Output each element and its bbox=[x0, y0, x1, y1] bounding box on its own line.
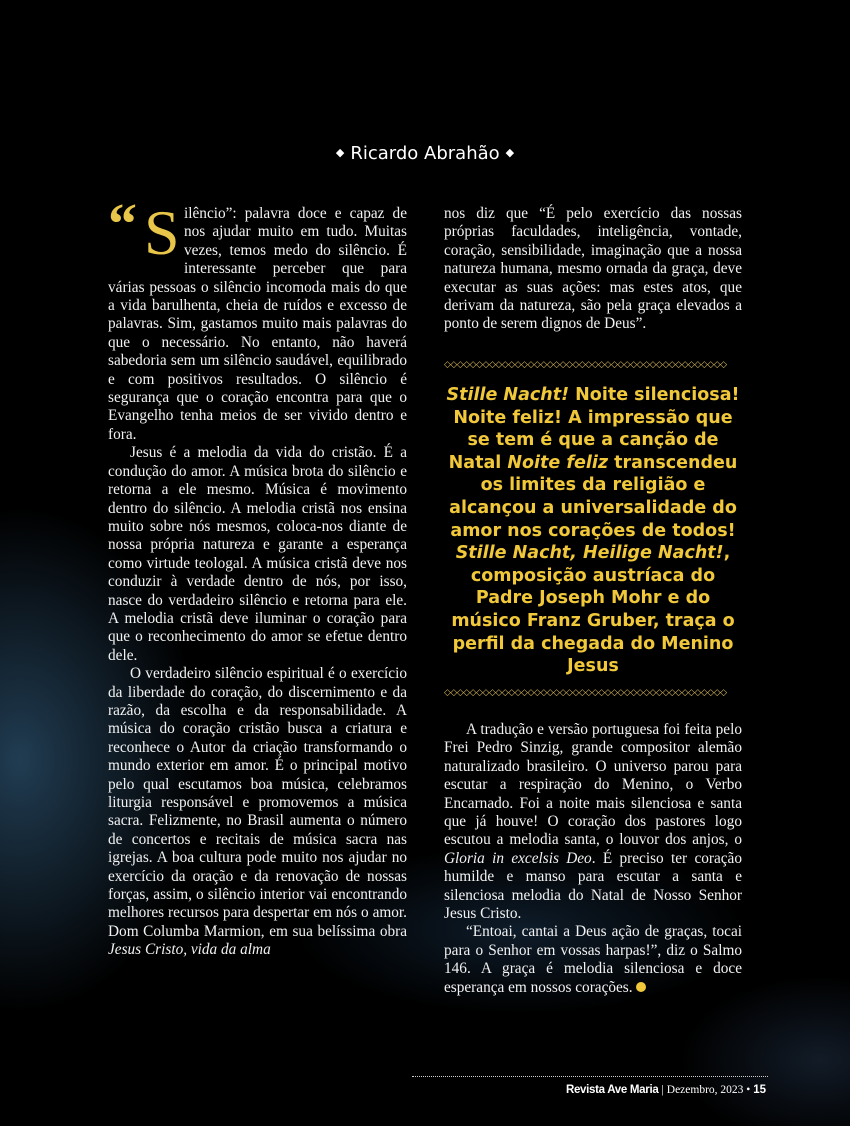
footer-bullet: • bbox=[746, 1084, 751, 1096]
drop-cap-quote: “ bbox=[108, 191, 137, 256]
paragraph-4: nos diz que “É pelo exercício das nossas próprias faculdades, inteligência, vontade, coração, sensibilidade, imaginação que a nossa natureza humana, mesmo ornada da graça, deve executar as suas ações: mas estes atos, que derivam da natureza, são pela graça elevados a ponto de serem dignos de Deus”. bbox=[444, 205, 742, 333]
pull-quote-text-3: , composição austríaca do Padre Joseph Mohr e do músico Franz Gruber, traça o perfil da chegada do Menino Jesus bbox=[451, 543, 735, 677]
drop-cap bbox=[108, 191, 182, 268]
latin-phrase: Gloria in excelsis Deo bbox=[444, 849, 592, 867]
paragraph-6-text: “Entoai, cantai a Deus ação de graças, tocai para o Senhor em vossas harpas!”, diz o Salmo 146. A graça é melodia silenciosa e doce esperança em nossos corações. bbox=[444, 923, 742, 996]
drop-cap-letter: S bbox=[144, 197, 180, 268]
footer bbox=[566, 1084, 766, 1096]
author-name: Ricardo Abrahão bbox=[350, 143, 500, 164]
paragraph-3 bbox=[108, 665, 407, 960]
paragraph-5-text-a: A tradução e versão portuguesa foi feita pelo Frei Pedro Sinzig, grande compositor alemão naturalizado brasileiro. O universo parou para escutar a respiração do Menino, o Verbo Encarnado. Foi a noite mais silenciosa e santa que já houve! O coração dos pastores logo escutou a melodia santa, o louvor dos anjos, o bbox=[444, 721, 742, 849]
paragraph-1 bbox=[108, 191, 407, 444]
right-column-bottom bbox=[444, 721, 742, 997]
pull-quote-text-1: Noite silenciosa! Noite feliz! A impressão que se tem é que a canção de Natal bbox=[448, 385, 740, 473]
right-column-top bbox=[444, 205, 742, 334]
pull-quote-italic-1: Stille Nacht! bbox=[446, 385, 570, 405]
left-column bbox=[108, 191, 407, 960]
paragraph-2: Jesus é a melodia da vida do cristão. É a condução do amor. A música brota do silêncio e retorna a ele mesmo. Música é movimento dentro do silêncio. A melodia cristã nos ensina muito sobre nós mesmos, coloca-nos diante de nossa própria natureza e garante a esperança como virtude teologal. A música cristã deve nos conduzir à verdade dentro de nós, por isso, nasce do verdadeiro silêncio e retorna para ele. A melodia cristã deve iluminar o coração para que o reconhecimento do amor se efetue dentro dele. bbox=[108, 444, 407, 664]
paragraph-5 bbox=[444, 721, 742, 923]
end-mark-icon bbox=[636, 982, 646, 992]
pull-quote-text-2: transcendeu os limites da religião e alcançou a universalidade do amor nos corações de todos! bbox=[449, 452, 738, 541]
paragraph-6 bbox=[444, 923, 742, 997]
author-byline bbox=[0, 143, 850, 164]
footer-rule bbox=[412, 1076, 768, 1077]
pull-quote-top-rule: ◇◇◇◇◇◇◇◇◇◇◇◇◇◇◇◇◇◇◇◇◇◇◇◇◇◇◇◇◇◇◇◇◇◇◇◇◇◇◇◇◇◇◇◇ bbox=[444, 360, 727, 370]
paragraph-1-text: ilêncio”: palavra doce e capaz de nos ajudar muito em tudo. Muitas vezes, temos medo do silêncio. É interessante perceber que para várias pessoas o silêncio incomoda mais do que a vida barulhenta, cheia de ruídos e excesso de palavras. Sim, gastamos muito mais palavras do que o necessário. No entanto, não haverá sabedoria sem um silêncio saudável, equilibrado e com positivos resultados. O silêncio é segurança que o coração encontra para que o Evangelho tenha meios de ser vivido dentro e fora. bbox=[108, 205, 407, 443]
pull-quote-bottom-rule: ◇◇◇◇◇◇◇◇◇◇◇◇◇◇◇◇◇◇◇◇◇◇◇◇◇◇◇◇◇◇◇◇◇◇◇◇◇◇◇◇◇◇◇◇ bbox=[444, 688, 727, 698]
pull-quote-italic-3: Stille Nacht, Heilige Nacht! bbox=[455, 543, 724, 564]
footer-separator: | bbox=[661, 1084, 664, 1096]
diamond-icon: ◆ bbox=[335, 146, 345, 159]
magazine-name: Revista Ave Maria bbox=[565, 1084, 659, 1096]
issue-date: Dezembro, 2023 bbox=[666, 1084, 744, 1096]
paragraph-3-text: O verdadeiro silêncio espiritual é o exercício da liberdade do coração, do discernimento e da razão, da escolha e da responsabilidade. A música do coração cristão busca a criatura e reconhece o Autor da criação transformando o mundo exterior em amor. É o principal motivo pelo qual escutamos boa música, celebramos liturgia responsável e promovemos a música sacra. Felizmente, no Brasil aumenta o número de concertos e recitais de música sacra nas igrejas. A boa cultura pode muito nos ajudar no exercício da oração e da renovação de nossas forças, assim, o silêncio interior vai encontrando melhores recursos para despertar em nós o amor. Dom Columba Marmion, em sua belíssima obra bbox=[108, 665, 407, 940]
diamond-icon: ◆ bbox=[505, 146, 515, 159]
paragraph-5-text-b: . É preciso ter coração humilde e manso para escutar a santa e silenciosa melodia do Natal de Nosso Senhor Jesus Cristo. bbox=[444, 849, 742, 923]
page-number: 15 bbox=[753, 1084, 766, 1096]
pull-quote-italic-2: Noite feliz bbox=[507, 452, 609, 473]
book-title: Jesus Cristo, vida da alma bbox=[108, 941, 271, 959]
pull-quote bbox=[444, 384, 742, 678]
